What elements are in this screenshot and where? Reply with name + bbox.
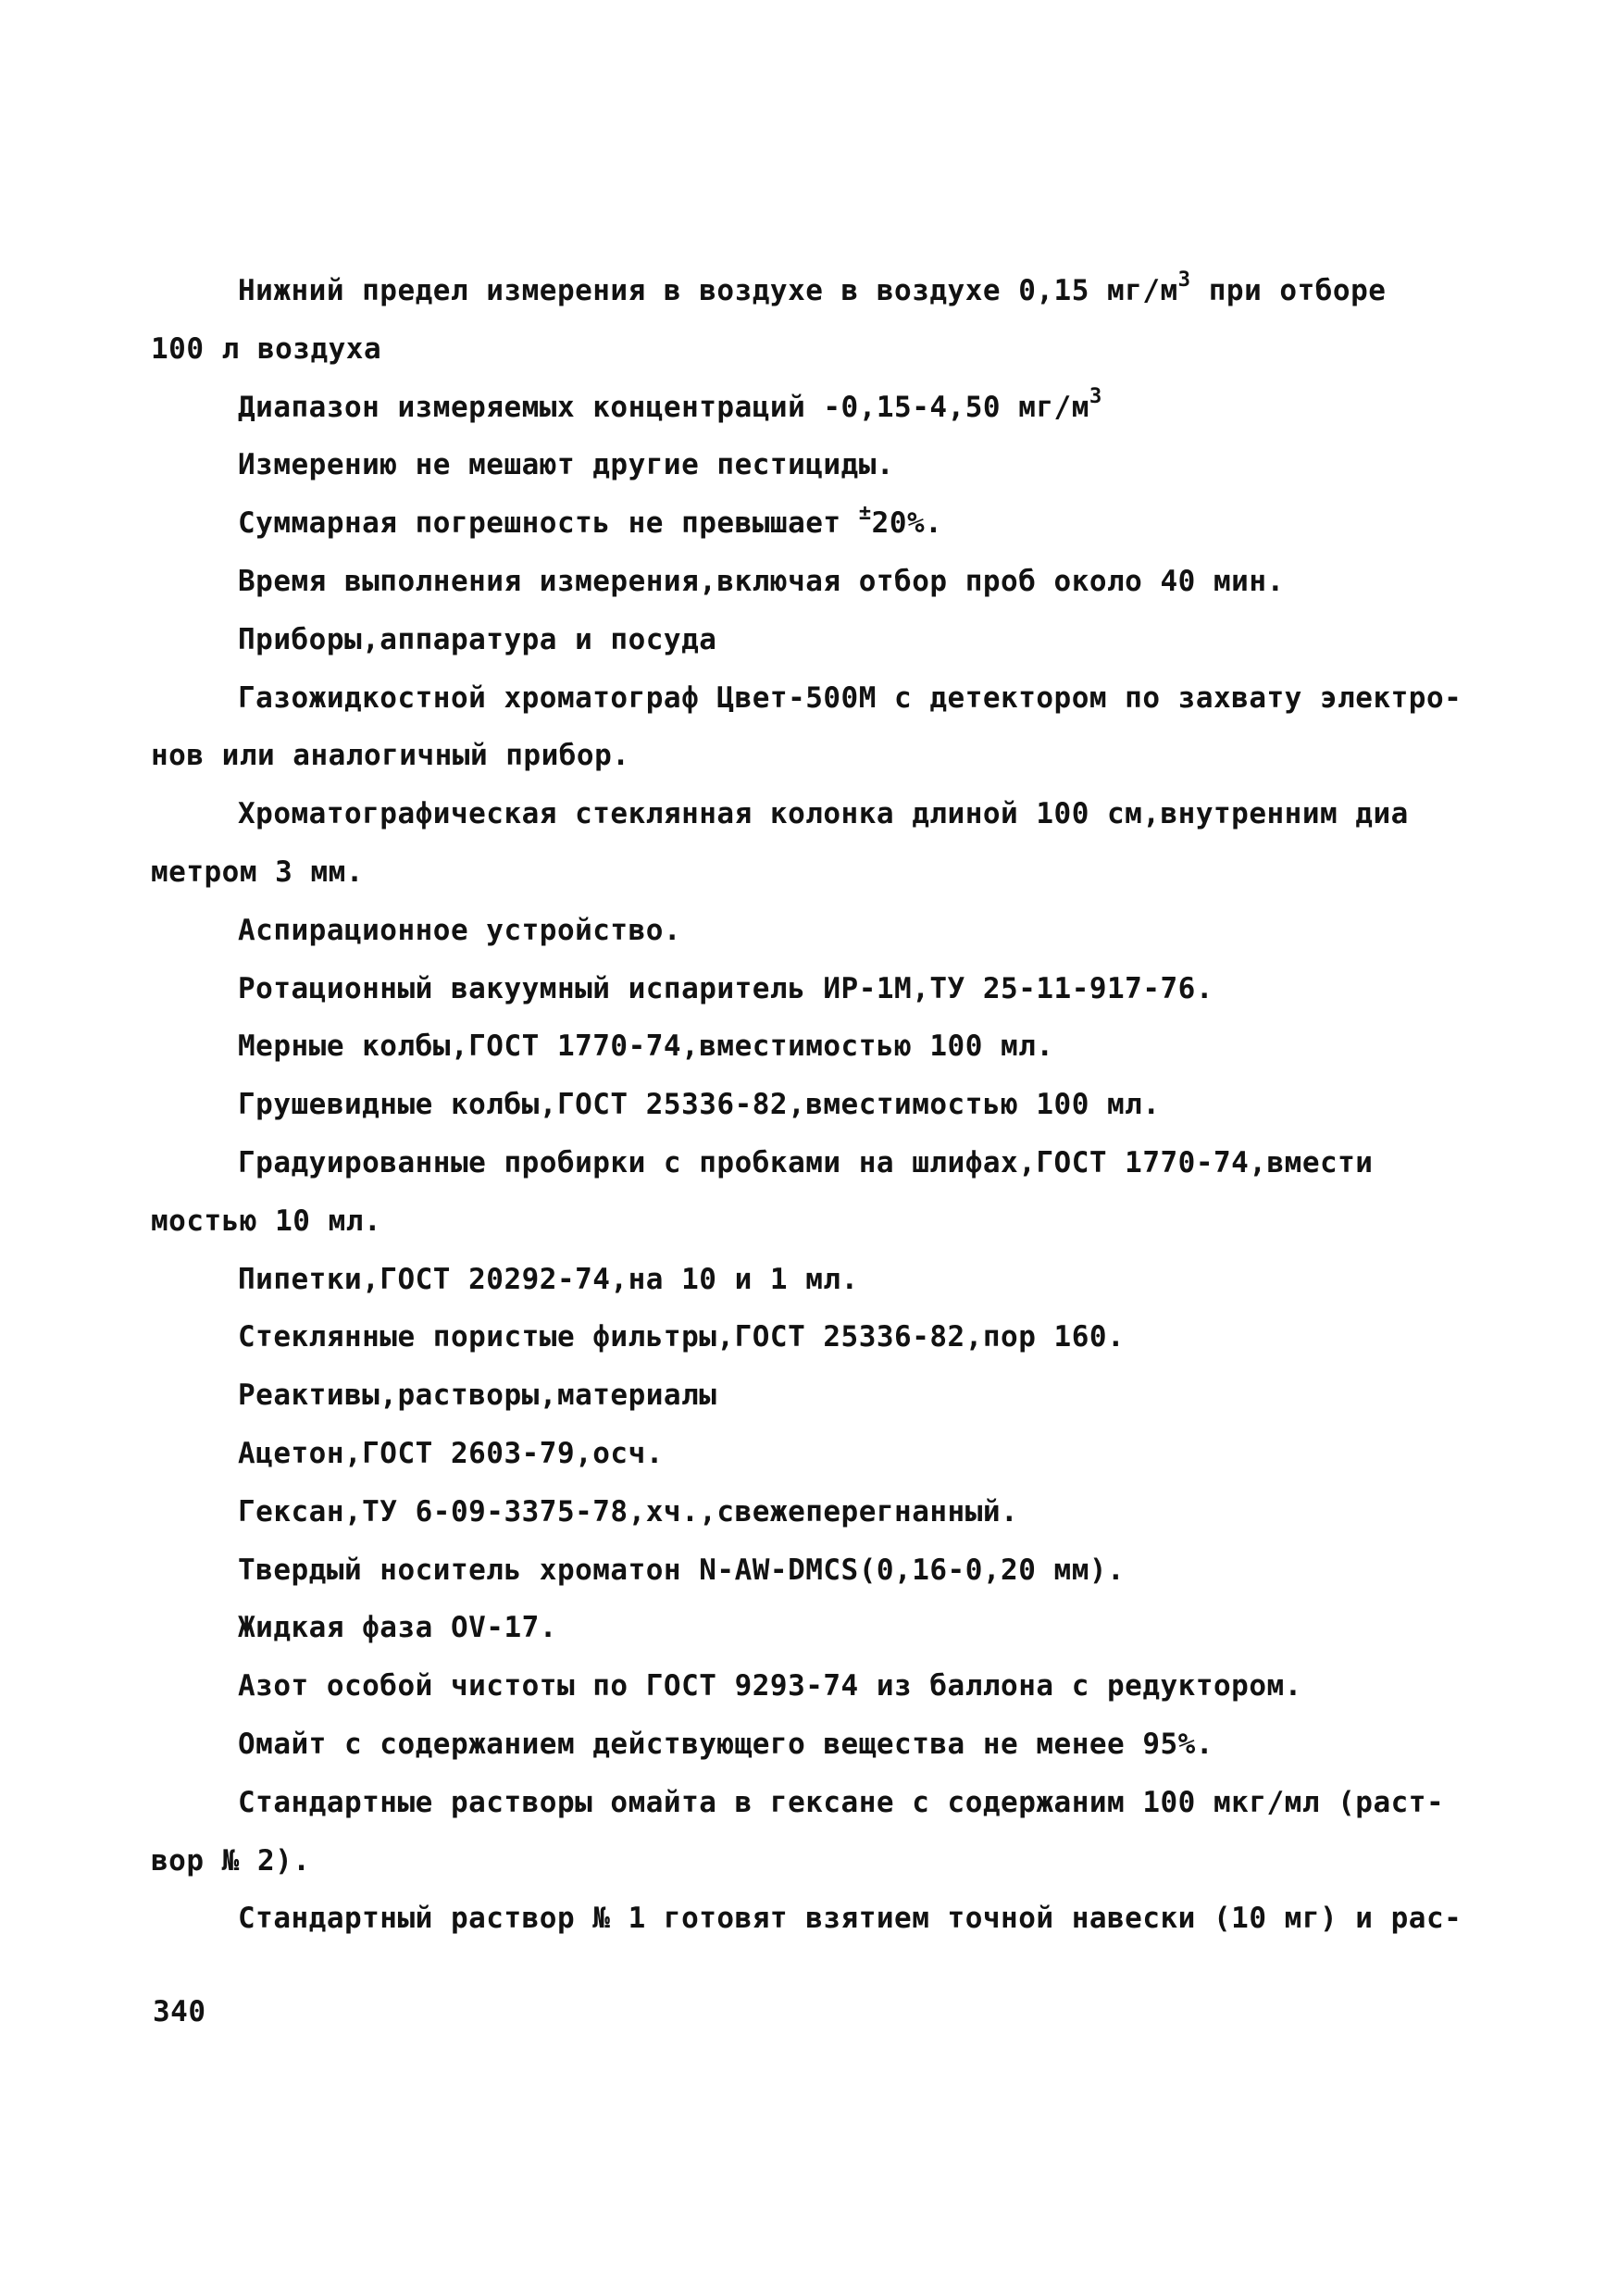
text-line: Ротационный вакуумный испаритель ИР-1М,ТУ 25-11-917-76. [238, 971, 1214, 1005]
text-line: 100 л воздуха [151, 331, 382, 366]
text-line: Твердый носитель хроматон N-AW-DMCS(0,16-0,20 мм). [238, 1553, 1126, 1587]
text-line: вор № 2). [151, 1843, 311, 1878]
text-line: Приборы,аппаратура и посуда [238, 622, 717, 656]
text-line: Ацетон,ГОСТ 2603-79,осч. [238, 1436, 664, 1470]
text-line: Жидкая фаза OV-17. [238, 1611, 557, 1645]
text-line: Измерению не мешают другие пестициды. [238, 448, 895, 482]
text-line: мостью 10 мл. [151, 1204, 382, 1238]
text-line: Суммарная погрешность не превышает ±20%. [238, 500, 943, 541]
text-line: Омайт с содержанием действующего вещества не менее 95%. [238, 1727, 1214, 1761]
text-line: Азот особой чистоты по ГОСТ 9293-74 из баллона с редуктором. [238, 1669, 1302, 1703]
text-line: Стандартный раствор № 1 готовят взятием точной навески (10 мг) и рас- [238, 1902, 1462, 1936]
text-line: Стандартные растворы омайта в гексане с содержаним 100 мкг/мл (раст- [238, 1785, 1445, 1819]
text-line: Грушевидные колбы,ГОСТ 25336-82,вместимостью 100 мл. [238, 1088, 1161, 1122]
text-line: Реактивы,растворы,материалы [238, 1379, 717, 1413]
text-line: метром 3 мм. [151, 855, 364, 889]
text-line: нов или аналогичный прибор. [151, 739, 630, 773]
text-block [151, 262, 1502, 1948]
text-line: Стеклянные пористые фильтры,ГОСТ 25336-82,пор 160. [238, 1320, 1126, 1354]
text-line: Нижний предел измерения в воздухе в воздухе 0,15 $мг/м^3$ при отборе [238, 268, 1387, 307]
page-number: 340 [153, 1995, 206, 2028]
text-line: Время выполнения измерения,включая отбор проб около 40 мин. [238, 564, 1285, 598]
text-line: Газожидкостной хроматограф Цвет-500М с детектором по захвату электро- [238, 680, 1462, 715]
text-line: Пипетки,ГОСТ 20292-74,на 10 и 1 мл. [238, 1262, 859, 1296]
text-line: Хроматографическая стеклянная колонка длиной 100 см,внутренним диа [238, 797, 1409, 831]
text-line: Диапазон измеряемых концентраций -0,15-4,50 $мг/м^3$ [238, 383, 1102, 424]
text-line: Мерные колбы,ГОСТ 1770-74,вместимостью 100 мл. [238, 1029, 1054, 1064]
text-line: Аспирационное устройство. [238, 913, 682, 947]
text-line: Градуированные пробирки с пробками на шлифах,ГОСТ 1770-74,вмести [238, 1145, 1374, 1179]
text-line: Гексан,ТУ 6-09-3375-78,хч.,свежеперегнанный. [238, 1494, 1019, 1529]
